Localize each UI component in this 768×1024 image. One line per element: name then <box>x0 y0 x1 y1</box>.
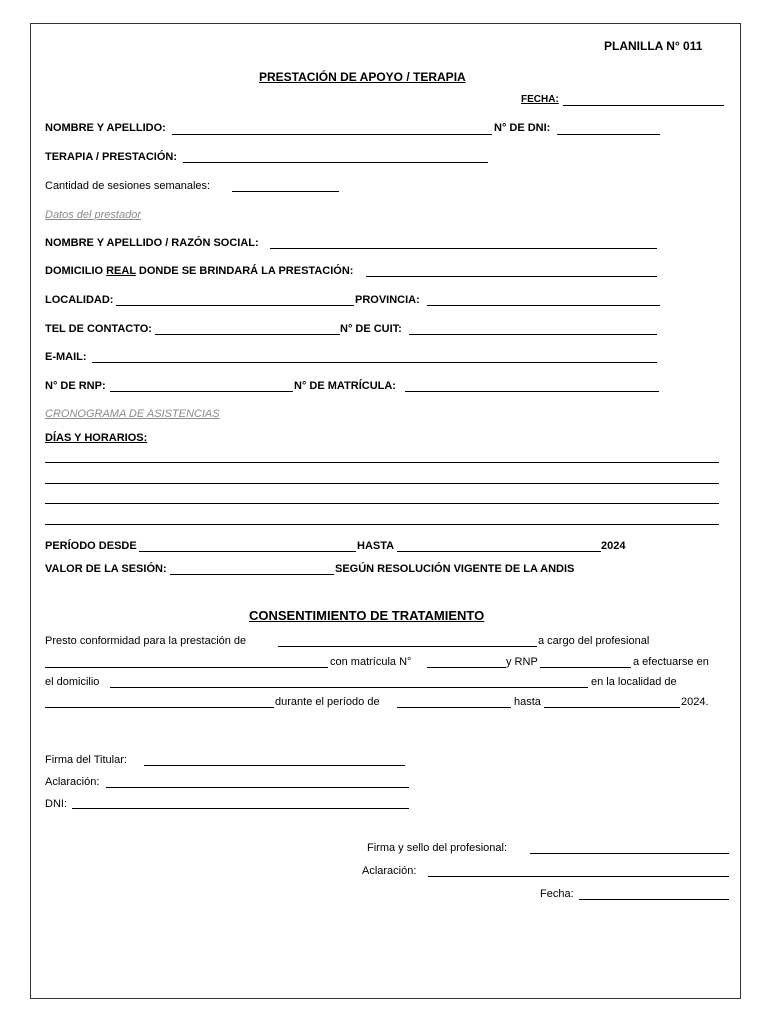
consent-rnp-field[interactable] <box>540 667 631 668</box>
sesiones-label: Cantidad de sesiones semanales: <box>45 180 211 192</box>
firma-titular-label: Firma del Titular: <box>45 754 127 766</box>
dni-field[interactable] <box>557 134 660 135</box>
rnp-label: N° DE RNP: <box>45 380 106 392</box>
consent-line-2-text-a: con matrícula N° <box>330 656 412 668</box>
firma-profesional-field[interactable] <box>530 853 729 854</box>
consent-line-4-text-c: 2024. <box>681 696 709 708</box>
email-field[interactable] <box>92 362 657 363</box>
aclaracion-label: Aclaración: <box>45 776 100 788</box>
prestador-section-label: Datos del prestador <box>45 209 141 221</box>
dni-label: N° DE DNI: <box>494 122 551 134</box>
dni-titular-field[interactable] <box>72 808 409 809</box>
consent-line-2-text-b: y RNP <box>506 656 538 668</box>
provincia-field[interactable] <box>427 305 660 306</box>
sesiones-field[interactable] <box>232 191 339 192</box>
planilla-number: PLANILLA N° 011 <box>604 39 703 53</box>
fecha-profesional-field[interactable] <box>579 899 729 900</box>
fecha-field[interactable] <box>563 105 724 106</box>
form-title: PRESTACIÓN DE APOYO / TERAPIA <box>259 70 466 84</box>
terapia-field[interactable] <box>183 162 488 163</box>
nombre-label: NOMBRE Y APELLIDO: <box>45 122 166 134</box>
consent-line-3-text-a: el domicilio <box>45 676 100 688</box>
tel-field[interactable] <box>155 334 340 335</box>
domicilio-real-word: REAL <box>106 265 136 277</box>
consentimiento-title: CONSENTIMIENTO DE TRATAMIENTO <box>249 608 485 623</box>
localidad-label: LOCALIDAD: <box>45 294 114 306</box>
dias-line-2[interactable] <box>45 483 719 484</box>
consent-periodo-field[interactable] <box>397 707 511 708</box>
consent-profesional-field[interactable] <box>45 667 328 668</box>
consent-matricula-field[interactable] <box>427 667 506 668</box>
razon-social-label: NOMBRE Y APELLIDO / RAZÓN SOCIAL: <box>45 237 259 249</box>
dias-line-3[interactable] <box>45 503 719 504</box>
domicilio-label: DOMICILIO REAL DONDE SE BRINDARÁ LA PRESTACIÓN: <box>45 265 354 277</box>
dias-line-4[interactable] <box>45 524 719 525</box>
dias-label: DÍAS Y HORARIOS: <box>45 432 148 444</box>
terapia-label: TERAPIA / PRESTACIÓN: <box>45 151 178 163</box>
cuit-label: N° DE CUIT: <box>340 323 402 335</box>
consent-line-4-text-a: durante el período de <box>275 696 380 708</box>
aclaracion-profesional-field[interactable] <box>428 876 729 877</box>
periodo-desde-field[interactable] <box>139 551 356 552</box>
aclaracion-profesional-label: Aclaración: <box>362 865 417 877</box>
rnp-field[interactable] <box>110 391 293 392</box>
consent-line-3-text-b: en la localidad de <box>591 676 677 688</box>
valor-field[interactable] <box>170 574 334 575</box>
fecha-profesional-label: Fecha: <box>540 888 574 900</box>
consent-line-1-text-a: Presto conformidad para la prestación de <box>45 635 247 647</box>
cronograma-section-label: CRONOGRAMA DE ASISTENCIAS <box>45 408 220 420</box>
domicilio-field[interactable] <box>366 276 657 277</box>
consent-line-2-text-c: a efectuarse en <box>633 656 709 668</box>
razon-social-field[interactable] <box>270 248 657 249</box>
valor-label: VALOR DE LA SESIÓN: <box>45 563 167 575</box>
fecha-label: FECHA: <box>521 94 559 105</box>
nombre-field[interactable] <box>172 134 492 135</box>
matricula-label: N° DE MATRÍCULA: <box>294 380 396 392</box>
provincia-label: PROVINCIA: <box>355 294 420 306</box>
dni-titular-label: DNI: <box>45 798 67 810</box>
hasta-label: HASTA <box>357 540 395 552</box>
firma-profesional-label: Firma y sello del profesional: <box>367 842 508 854</box>
dias-line-1[interactable] <box>45 462 719 463</box>
email-label: E-MAIL: <box>45 351 87 363</box>
resolucion-text: SEGÚN RESOLUCIÓN VIGENTE DE LA ANDIS <box>335 563 575 575</box>
consent-prestacion-field[interactable] <box>278 646 537 647</box>
consent-hasta-field[interactable] <box>544 707 680 708</box>
matricula-field[interactable] <box>405 391 659 392</box>
cuit-field[interactable] <box>409 334 657 335</box>
localidad-field[interactable] <box>116 305 354 306</box>
aclaracion-field[interactable] <box>106 787 409 788</box>
firma-titular-field[interactable] <box>144 765 405 766</box>
consent-localidad-field[interactable] <box>45 707 274 708</box>
periodo-label: PERÍODO DESDE <box>45 540 137 552</box>
consent-domicilio-field[interactable] <box>110 687 588 688</box>
periodo-year: 2024 <box>601 540 626 552</box>
consent-line-1-text-b: a cargo del profesional <box>538 635 650 647</box>
consent-line-4-text-b: hasta <box>514 696 541 708</box>
periodo-hasta-field[interactable] <box>397 551 601 552</box>
tel-label: TEL DE CONTACTO: <box>45 323 152 335</box>
